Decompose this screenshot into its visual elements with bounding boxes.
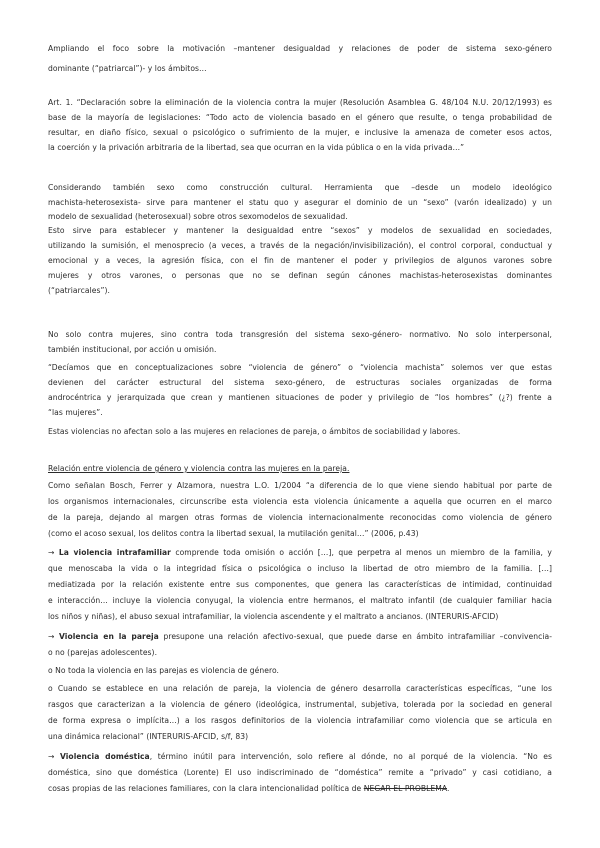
arrow-icon: → xyxy=(48,752,60,761)
text-line: devienen del carácter estructural del sistema sexo-género, de estructuras sociales organizadas de forma xyxy=(48,378,552,387)
text-span: . xyxy=(446,784,450,793)
arrow-icon: → xyxy=(48,632,60,641)
text-line: e interacción… incluye la violencia conyugal, la violencia entre hermanos, el maltrato infantil (de cualquier familiar hacia xyxy=(48,596,552,605)
text-line xyxy=(48,752,552,762)
struck-text: NEGAR EL PROBLEMA xyxy=(363,784,447,793)
text-line: Ampliando el foco sobre la motivación –mantener desigualdad y relaciones de poder de sistema sexo-género xyxy=(48,44,552,53)
text-line: también institucional, por acción u omisión. xyxy=(48,345,217,354)
text-line xyxy=(48,632,552,642)
text-line: machista-heterosexista- sirve para mantener el statu quo y asegurar el dominio de un “sexo” (varón idealizado) y un xyxy=(48,198,552,207)
text-span: cosas propias de las relaciones familiares, con la clara intencionalidad política de xyxy=(48,784,364,793)
text-line: utilizando la sumisión, el menosprecio (a veces, a través de la negación/invisibilización), el control corporal, conductual y xyxy=(48,241,552,250)
text-line: “Decíamos que en conceptualizaciones sobre “violencia de género” o “violencia machista” solemos ver que estas xyxy=(48,363,552,372)
text-line: emocional y a veces, la agresión física, con el fin de mantener el poder y privilegios de algunos varones sobre xyxy=(48,256,552,265)
text-line: Estas violencias no afectan solo a las mujeres en relaciones de pareja, o ámbitos de sociabilidad y labores. xyxy=(48,427,461,436)
text-line: los organismos internacionales, circunscribe esta violencia esta violencia únicamente a aquella que ocurren en el marco xyxy=(48,497,552,506)
text-line: dominante (“patriarcal”)- y los ámbitos… xyxy=(48,64,207,73)
text-line: doméstica, sino que doméstica (Lorente) El uso indiscriminado de “doméstica” remite a “privado” y casi cotidiano, a xyxy=(48,768,552,777)
text-line: o no (parejas adolescentes). xyxy=(48,648,158,657)
text-line: rasgos que caracterizan a la violencia de género (ideológica, instrumental, subjetiva, tolerada por la sociedad en general xyxy=(48,700,552,709)
text-line: No solo contra mujeres, sino contra toda transgresión del sistema sexo-género- normativo. No solo interpersonal, xyxy=(48,330,552,339)
text-line: androcéntrica y jerarquizada que crean y mantienen situaciones de poder y privilegio de “los hombres” (¿?) frente a xyxy=(48,393,552,402)
text-line: Esto sirve para establecer y mantener la desigualdad entre “sexos” y modelos de sexualidad en sociedades, xyxy=(48,226,552,235)
text-line: (“patriarcales”). xyxy=(48,286,110,295)
text-line: modelo de sexualidad (heterosexual) sobre otros sexomodelos de sexualidad. xyxy=(48,212,348,221)
text-line: de la pareja, dejando al margen otras formas de violencia internacionalmente reconocidas como violencia de género xyxy=(48,513,552,522)
text-line: “las mujeres”. xyxy=(48,408,103,417)
text-span: presupone una relación afectivo-sexual, que puede darse en ámbito intrafamiliar –convivencia- xyxy=(158,632,552,641)
text-line: base de la mayoría de legislaciones: “Todo acto de violencia basado en el género que resulte, o tenga probabilidad de xyxy=(48,113,552,122)
text-line: la coerción y la privación arbitraria de la libertad, sea que ocurran en la vida pública o en la vida privada…” xyxy=(48,143,465,152)
arrow-icon: → xyxy=(48,548,59,557)
text-line xyxy=(48,784,552,794)
bullet-line: o Cuando se establece en una relación de pareja, la violencia de género desarrolla características específicas, “une los xyxy=(48,684,552,693)
text-span: , término inútil para intervención, solo refiere al dónde, no al porqué de la violencia. “No es xyxy=(149,752,552,761)
text-line: (como el acoso sexual, los delitos contra la libertad sexual, la mutilación genital…” (2006, p.43) xyxy=(48,529,419,538)
text-line: Art. 1. “Declaración sobre la eliminación de la violencia contra la mujer (Resolución Asamblea G. 48/104 N.U. 20/12/1993) es xyxy=(48,98,552,107)
text-line: los niños y niñas), el abuso sexual intrafamiliar, la violencia ascendente y el maltrato a ancianos. (INTERURIS-AFCID) xyxy=(48,612,499,621)
text-line: de forma expresa o implícita…) a los rasgos definitorios de la violencia intrafamiliar como violencia que se articula en xyxy=(48,716,552,725)
text-line: mujeres y otros varones, o personas que no se definan según cánones machistas-heterosexistas dominantes xyxy=(48,271,552,280)
section-heading: Relación entre violencia de género y violencia contra las mujeres en la pareja. xyxy=(48,464,350,473)
text-line: Como señalan Bosch, Ferrer y Alzamora, nuestra L.O. 1/2004 “a diferencia de lo que viene siendo habitual por parte de xyxy=(48,481,552,490)
term-violencia-en-la-pareja: Violencia en la pareja xyxy=(59,632,159,641)
text-line: que menoscaba la vida o la integridad física o psicológica o incluso la libertad de otro miembro de la familia. […] xyxy=(48,564,552,573)
text-line: resultar, en diaño físico, sexual o psicológico o sufrimiento de la mujer, e inclusive la amenaza de cometer esos actos, xyxy=(48,128,552,137)
text-line: una dinámica relacional” (INTERURIS-AFCID, s/f, 83) xyxy=(48,732,249,741)
term-violencia-domestica: Violencia doméstica xyxy=(59,752,150,761)
text-line xyxy=(48,548,552,558)
bullet-line: o No toda la violencia en las parejas es violencia de género. xyxy=(48,666,280,675)
text-span: comprende toda omisión o acción […], que perpetra al menos un miembro de la familia, y xyxy=(170,548,552,557)
term-violencia-intrafamiliar: La violencia intrafamiliar xyxy=(58,548,171,557)
text-line: Considerando también sexo como construcción cultural. Herramienta que –desde un modelo ideológico xyxy=(48,183,552,192)
text-line: mediatizada por la relación existente entre sus componentes, que genera las características de intimidad, continuidad xyxy=(48,580,552,589)
